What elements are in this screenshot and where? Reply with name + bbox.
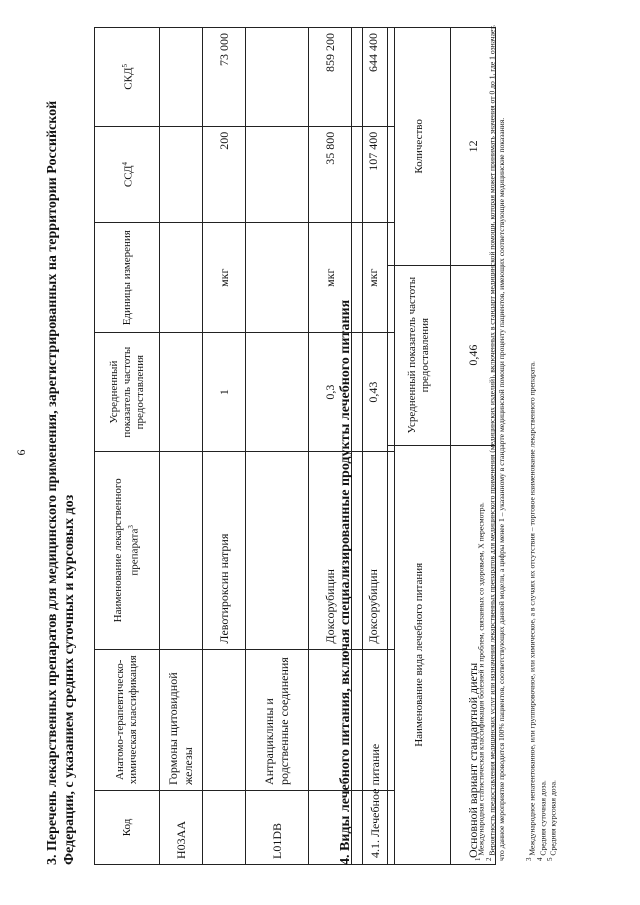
cell-drug: Левотироксин натрия xyxy=(203,452,246,649)
cell-frequency: 0,3 xyxy=(309,333,352,452)
cell-atc: Гормоны щитовидной железы xyxy=(160,649,203,790)
cell-frequency: 1 xyxy=(203,333,246,452)
cell-drug: Доксорубицин xyxy=(309,452,352,649)
cell-ssd: 200 xyxy=(203,126,246,222)
cell-drug: Доксорубицин xyxy=(352,452,395,649)
cell-skd: 859 200 xyxy=(309,28,352,127)
cell-skd: 73 000 xyxy=(203,28,246,127)
footnote-2: $^2$ Вероятность предоставления медицинских услуг или назначения лекарственных препаратов для медицинского применения (медицинских изделий), включенных в стандарт медицинской помощи, которая может принимать значения от 0 до 1, где 1 означает, что данное мероприятие проводится 100% пациентов, соответствующих данной модели, а цифры менее 1 – указанному в стандарте медицинской помощи проценту пациентов, имеющих соответствующие медицинские показания. xyxy=(485,24,507,861)
footnote-1: $^1$ Международная статистическая классификация болезней и проблем, связанных со здоровьем, X пересмотра. xyxy=(474,502,486,861)
cell-drug xyxy=(246,452,309,649)
col-ssd: ССД$^4$ xyxy=(95,126,160,222)
table-row xyxy=(203,28,246,865)
cell-unit xyxy=(160,223,203,333)
col-skd: СКД$^5$ xyxy=(95,28,160,127)
footnote-5: $^5$ Средняя курсовая доза. xyxy=(546,780,558,861)
table-row xyxy=(160,28,203,865)
section-4-subtitle: 4.1. Лечебное питание xyxy=(363,28,388,865)
col-nutrition-quantity: Количество xyxy=(388,28,451,266)
cell-frequency xyxy=(160,333,203,452)
col-code: Код xyxy=(95,790,160,864)
cell-nutrition-name: Основной вариант стандартной диеты xyxy=(451,445,496,864)
cell-skd xyxy=(160,28,203,127)
table-row xyxy=(246,28,309,865)
col-nutrition-frequency: Усредненный показатель частоты предоставления xyxy=(388,265,451,445)
cell-code xyxy=(203,790,246,864)
cell-unit: мкг xyxy=(352,223,395,333)
cell-drug xyxy=(160,452,203,649)
cell-frequency: 0,43 xyxy=(352,333,395,452)
cell-unit: мкг xyxy=(309,223,352,333)
footnote-4: $^4$ Средняя суточная доза. xyxy=(536,780,548,861)
col-unit: Единицы измерения xyxy=(95,223,160,333)
col-nutrition-name: Наименование вида лечебного питания xyxy=(388,445,451,864)
cell-nutrition-frequency: 0,46 xyxy=(451,265,496,445)
cell-ssd xyxy=(246,126,309,222)
section-3-title: 3. Перечень лекарственных препаратов для медицинского применения, зарегистрированных на территории Российской Федерации, с указанием средних суточных и курсовых доз xyxy=(45,100,77,865)
page-number: 6 xyxy=(14,449,28,456)
nutrition-table-header xyxy=(388,28,451,865)
cell-ssd: 35 800 xyxy=(309,126,352,222)
cell-unit xyxy=(246,223,309,333)
col-drug: Наименование лекарственного препарата$^3$ xyxy=(95,452,160,649)
cell-code: H03AA xyxy=(160,790,203,864)
cell-ssd: 107 400 xyxy=(352,126,395,222)
section-4-title: 4. Виды лечебного питания, включая специализированные продукты лечебного питания xyxy=(338,299,353,865)
cell-frequency xyxy=(246,333,309,452)
cell-skd: 644 400 xyxy=(352,28,395,127)
cell-nutrition-quantity: 12 xyxy=(451,28,496,266)
cell-code: L01DB xyxy=(246,790,309,864)
drug-table-header xyxy=(95,28,160,865)
cell-skd xyxy=(246,28,309,127)
col-frequency: Усредненный показатель частоты предоставления xyxy=(95,333,160,452)
nutrition-subtitle-row xyxy=(363,28,388,865)
cell-ssd xyxy=(160,126,203,222)
col-atc: Анатомо-терапевтическо-химическая классификация xyxy=(95,649,160,790)
cell-unit: мкг xyxy=(203,223,246,333)
cell-atc: Антрациклины и родственные соединения xyxy=(246,649,309,790)
cell-atc xyxy=(203,649,246,790)
footnote-3: $^3$ Международное непатентованное, или группировочное, или химическое, а в случаях их отсутствия – торговое наименование лекарственного препарата. xyxy=(525,361,537,861)
